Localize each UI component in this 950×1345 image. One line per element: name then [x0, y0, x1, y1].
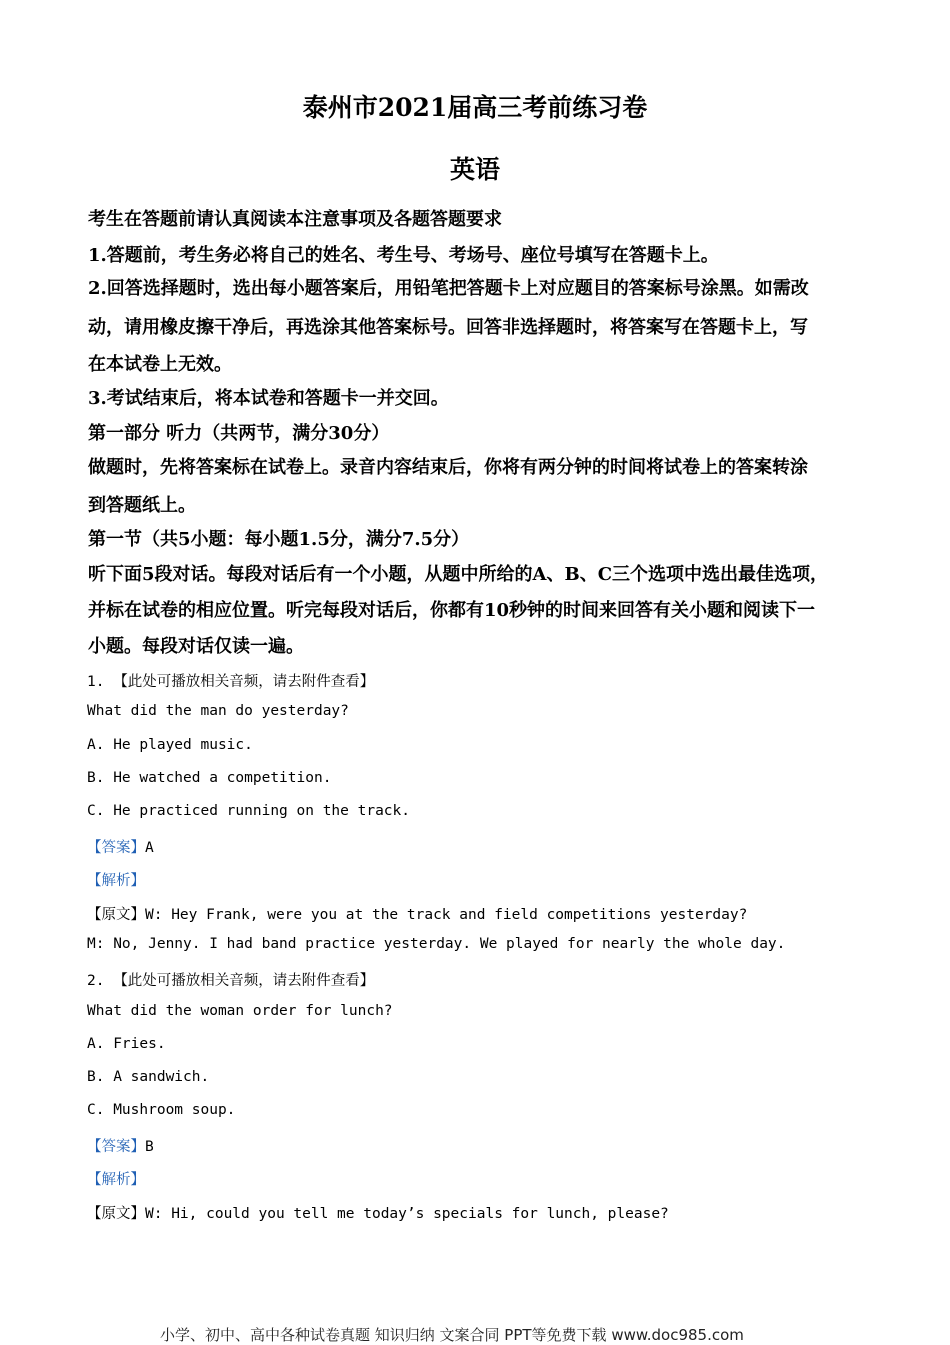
- q1-option-c: C. He practiced running on the track.: [87, 803, 411, 819]
- q1-original-line-2: M: No, Jenny. I had band practice yesterday. We played for nearly the whole day.: [87, 936, 786, 952]
- q1-answer-value: A: [145, 840, 154, 856]
- page-footer: 小学、初中、高中各种试卷真题 知识归纳 文案合同 PPT等免费下载 www.doc985.com: [160, 1326, 744, 1344]
- q2-header: 2. 【此处可播放相关音频，请去附件查看】: [87, 973, 375, 989]
- part1-desc-line-2: 到答题纸上。: [88, 495, 196, 516]
- instruction-item-2-line-1: 2.回答选择题时，选出每小题答案后，用铅笔把答题卡上对应题目的答案标号涂黑。如需改: [88, 278, 809, 299]
- q1-option-b: B. He watched a competition.: [87, 770, 332, 786]
- instructions-heading: 考生在答题前请认真阅读本注意事项及各题答题要求: [88, 209, 502, 230]
- original-label: 【原文】: [87, 1206, 145, 1222]
- section1-title: 第一节（共5小题：每小题1.5分，满分7.5分）: [88, 529, 470, 550]
- page-title: 泰州市2021届高三考前练习卷: [302, 93, 648, 122]
- q2-answer-value: B: [145, 1139, 154, 1155]
- q2-original-line-1: [87, 1202, 669, 1223]
- section1-desc-line-2: 并标在试卷的相应位置。听完每段对话后，你都有10秒钟的时间来回答有关小题和阅读下一: [88, 600, 816, 621]
- part1-title: 第一部分 听力（共两节，满分30分）: [88, 423, 390, 444]
- part1-desc-line-1: 做题时，先将答案标在试卷上。录音内容结束后，你将有两分钟的时间将试卷上的答案转涂: [88, 457, 808, 478]
- q1-original-line-1: [87, 903, 747, 924]
- q2-answer: [87, 1135, 154, 1156]
- q2-question: What did the woman order for lunch?: [87, 1003, 393, 1019]
- original-label: 【原文】: [87, 907, 145, 923]
- instruction-item-2-line-2: 动，请用橡皮擦干净后，再选涂其他答案标号。回答非选择题时，将答案写在答题卡上，写: [88, 317, 808, 338]
- analysis-label: 【解析】: [87, 873, 145, 889]
- q1-question: What did the man do yesterday?: [87, 703, 349, 719]
- q2-option-b: B. A sandwich.: [87, 1069, 210, 1085]
- q2-original-text-1: W: Hi, could you tell me today’s specials for lunch, please?: [145, 1206, 669, 1222]
- instruction-item-1: 1.答题前，考生务必将自己的姓名、考生号、考场号、座位号填写在答题卡上。: [88, 245, 719, 266]
- q2-analysis: [87, 1168, 145, 1189]
- q1-header: 1. 【此处可播放相关音频，请去附件查看】: [87, 674, 375, 690]
- instruction-item-2-line-3: 在本试卷上无效。: [88, 354, 232, 375]
- q1-original-text-1: W: Hey Frank, were you at the track and field competitions yesterday?: [145, 907, 748, 923]
- answer-label: 【答案】: [87, 840, 145, 856]
- q2-option-c: C. Mushroom soup.: [87, 1102, 236, 1118]
- section1-desc-line-3: 小题。每段对话仅读一遍。: [88, 636, 304, 657]
- q2-option-a: A. Fries.: [87, 1036, 166, 1052]
- subject-title: 英语: [449, 155, 500, 184]
- q1-analysis: [87, 869, 145, 890]
- answer-label: 【答案】: [87, 1139, 145, 1155]
- instruction-item-3: 3.考试结束后，将本试卷和答题卡一并交回。: [88, 388, 449, 409]
- analysis-label: 【解析】: [87, 1172, 145, 1188]
- section1-desc-line-1: 听下面5段对话。每段对话后有一个小题，从题中所给的A、B、C三个选项中选出最佳选项，: [88, 564, 829, 585]
- q1-answer: [87, 836, 154, 857]
- q1-option-a: A. He played music.: [87, 737, 253, 753]
